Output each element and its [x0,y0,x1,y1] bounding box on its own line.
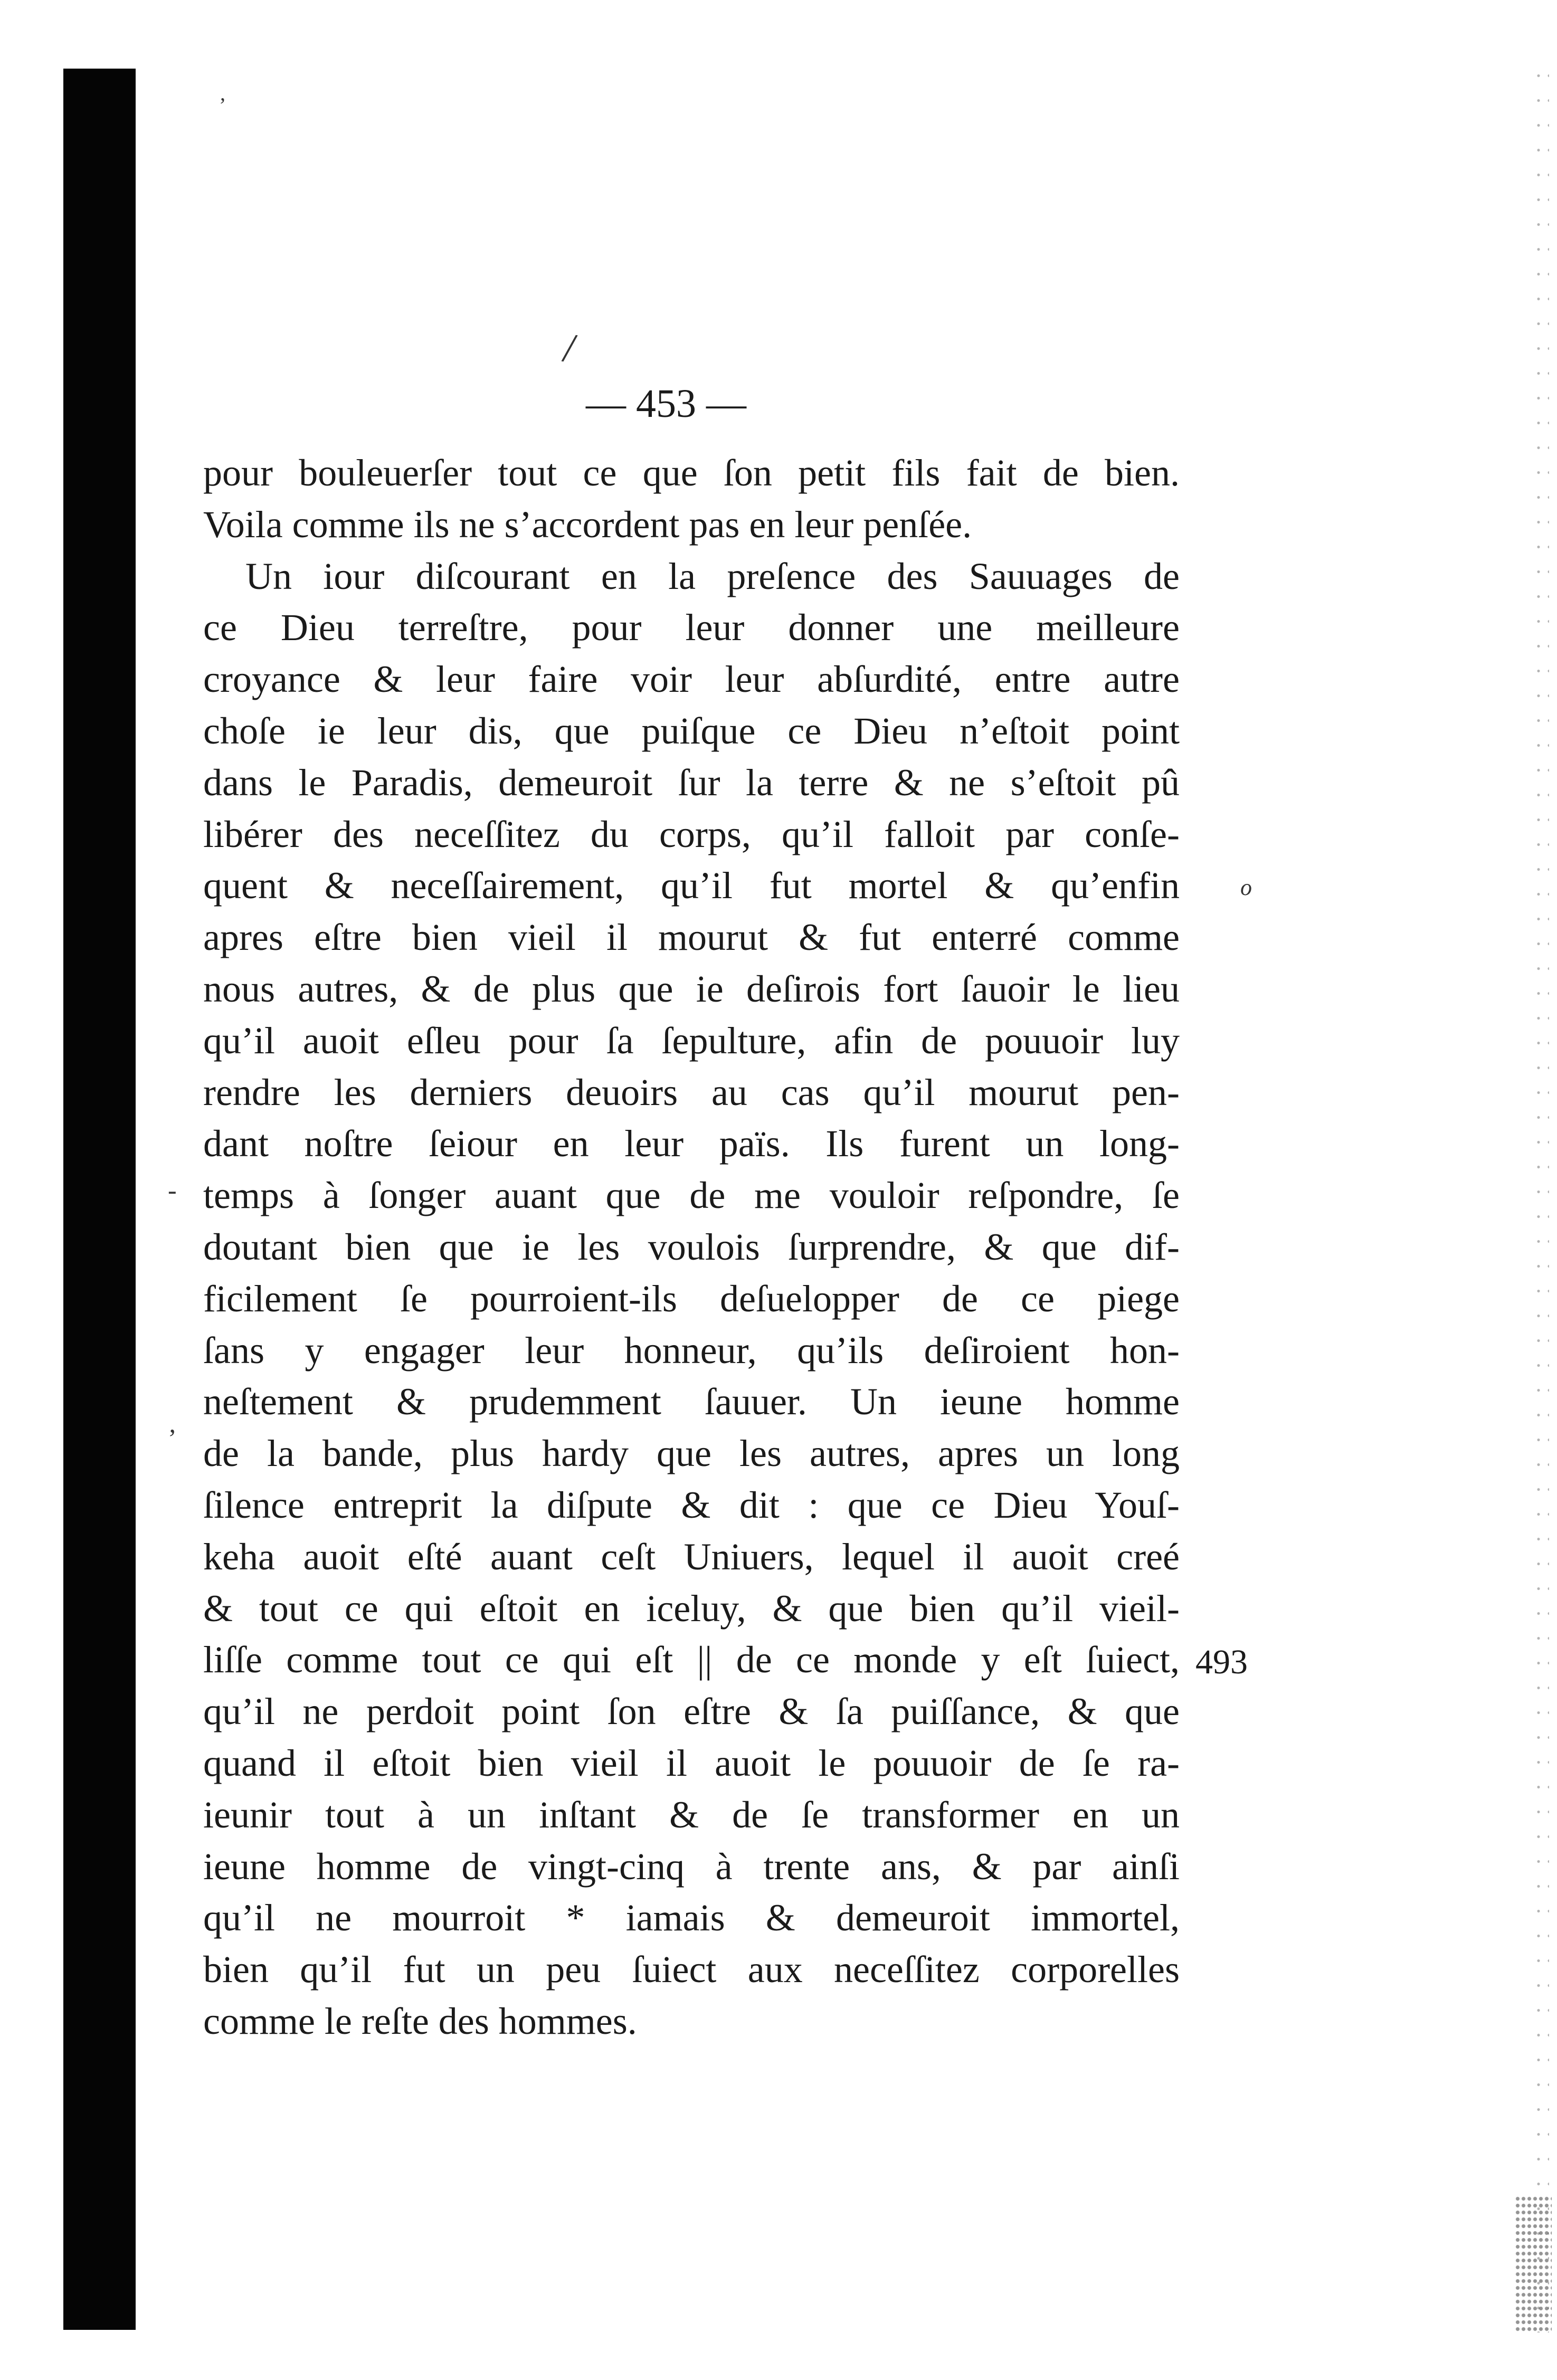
text-line: ce Dieu terreſtre, pour leur donner une meilleure [203,606,1180,649]
text-line: de la bande, plus hardy que les autres, apres un long [203,1432,1180,1475]
text-line: bien qu’il fut un peu ſuiect aux neceſſitez corporelles [203,1948,1180,1991]
text-line: quand il eſtoit bien vieil il auoit le pouuoir de ſe ra- [203,1741,1180,1784]
text-line: ſans y engager leur honneur, qu’ils deſiroient hon- [203,1329,1180,1372]
text-line: doutant bien que ie les voulois ſurprendre, & que dif- [203,1225,1180,1268]
text-line: Un iour diſcourant en la preſence des Sauuages de [245,555,1180,597]
text-line: & tout ce qui eſtoit en iceluy, & que bien qu’il vieil- [203,1587,1180,1630]
stray-mark: o [1240,874,1252,900]
body-text [203,448,1180,2048]
text-line: ieune homme de vingt-cinq à trente ans, & par ainſi [203,1845,1180,1888]
text-line: Voila comme ils ne s’accordent pas en leur penſée. [203,503,972,546]
text-line: choſe ie leur dis, que puiſque ce Dieu n’eſtoit point [203,709,1180,752]
scan-binding-edge [63,69,136,2330]
stray-mark: ʼ [168,1423,177,1453]
text-line: dant noſtre ſeiour en leur païs. Ils furent un long- [203,1122,1180,1165]
text-line: ficilement ſe pourroient-ils deſuelopper de ce piege [203,1277,1180,1320]
stray-mark: ʼ [219,93,226,117]
text-line: liſſe comme tout ce qui eſt || de ce monde y eſt ſuiect, [203,1639,1180,1681]
text-line: temps à ſonger auant que de me vouloir reſpondre, ſe [203,1174,1180,1217]
text-line: neſtement & prudemment ſauuer. Un ieune homme [203,1381,1180,1423]
text-line: ſilence entreprit la diſpute & dit : que ce Dieu Youſ- [203,1483,1180,1526]
text-line: dans le Paradis, demeuroit ſur la terre & ne s’eſtoit pû [203,761,1180,804]
text-line: apres eſtre bien vieil il mourut & fut enterré comme [203,916,1180,959]
page-number: — 453 — [586,382,746,426]
scan-edge-speckles-bottom [1515,2195,1552,2333]
text-line: croyance & leur faire voir leur abſurdité, entre autre [203,658,1180,701]
text-line: ieunir tout à un inſtant & de ſe transformer en un [203,1793,1180,1836]
text-line: quent & neceſſairement, qu’il fut mortel & qu’enfin [203,864,1180,907]
stray-mark: / [559,324,580,373]
margin-page-reference: 493 [1195,1643,1248,1681]
text-line: qu’il auoit eſleu pour ſa ſepulture, afin de pouuoir luy [203,1019,1180,1062]
stray-mark: - [168,1175,177,1205]
text-line: qu’il ne perdoit point ſon eſtre & ſa puiſſance, & que [203,1690,1180,1733]
text-line: qu’il ne mourroit * iamais & demeuroit immortel, [203,1897,1180,1939]
text-line: pour bouleuerſer tout ce que ſon petit fils fait de bien. [203,452,1180,494]
text-line: comme le reſte des hommes. [203,2000,637,2042]
text-line: keha auoit eſté auant ceſt Uniuers, lequel il auoit creé [203,1535,1180,1578]
text-line: libérer des neceſſitez du corps, qu’il falloit par conſe- [203,813,1180,855]
text-line: nous autres, & de plus que ie deſirois fort ſauoir le lieu [203,967,1180,1010]
text-line: rendre les derniers deuoirs au cas qu’il mourut pen- [203,1071,1180,1113]
scan-edge-speckles [1533,63,1549,2333]
